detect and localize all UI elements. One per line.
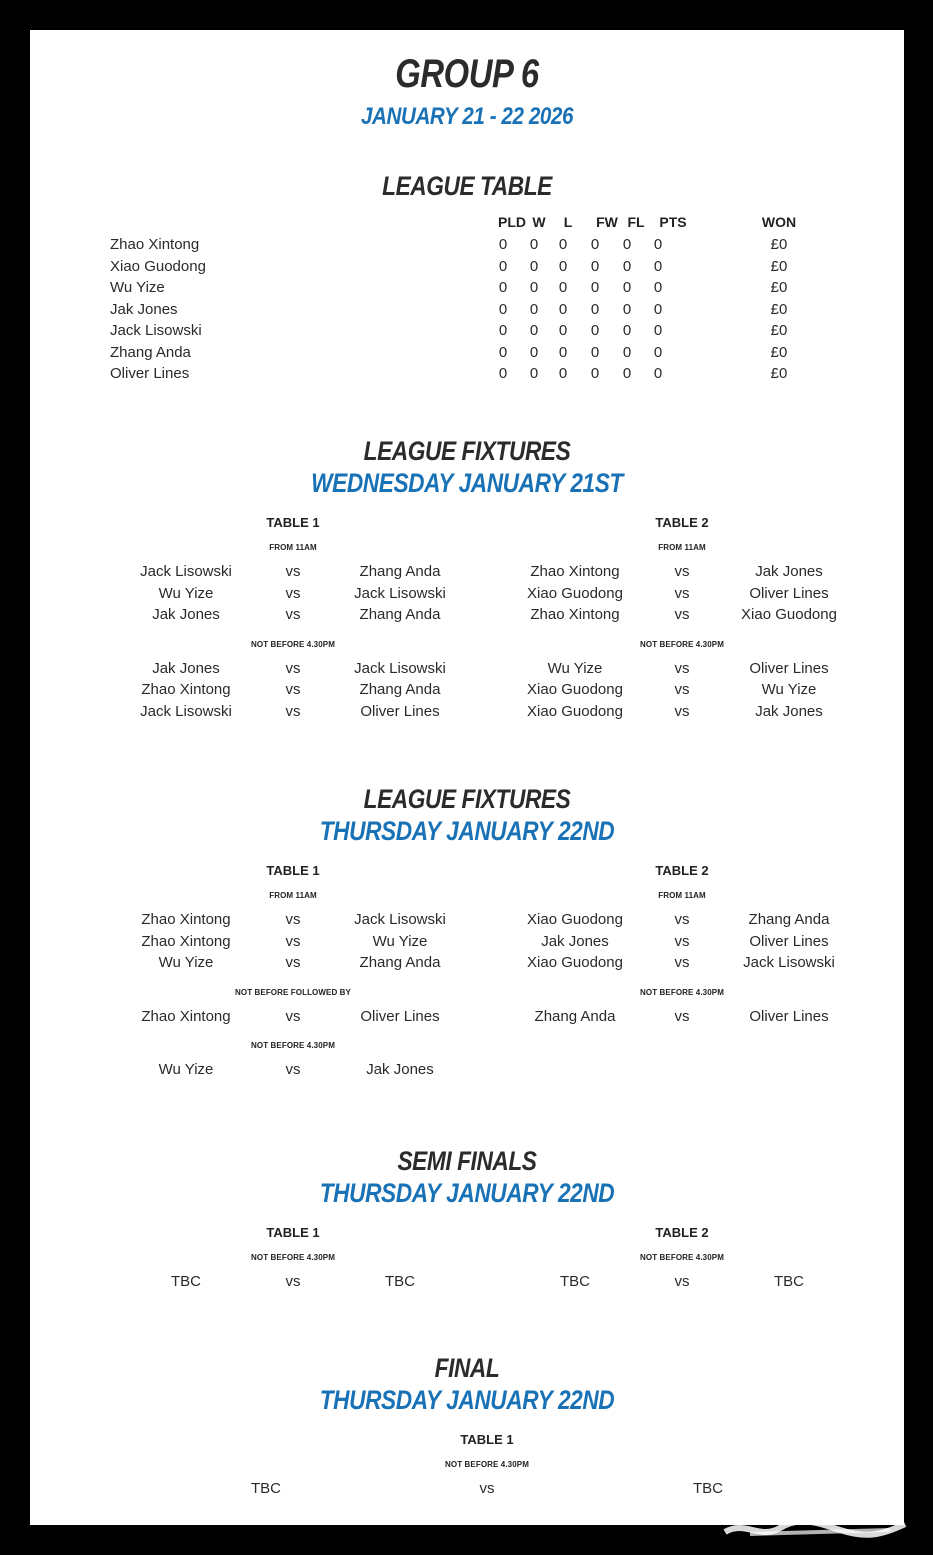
league-row-pld: 0 [498, 300, 508, 318]
player-away: Oliver Lines [360, 1007, 440, 1025]
time-label: NOT BEFORE FOLLOWED BY [235, 987, 351, 997]
league-row-pts: 0 [653, 257, 663, 275]
player-away: Oliver Lines [749, 584, 829, 602]
vs-label: vs [674, 702, 690, 720]
league-row-pld: 0 [498, 236, 508, 253]
league-header-fw: FW [596, 214, 618, 230]
player-home: Zhang Anda [534, 1007, 616, 1025]
event-dates: JANUARY 21 - 22 2026 [360, 103, 574, 130]
league-row-name: Wu Yize [110, 279, 165, 296]
player-home: Xiao Guodong [527, 584, 623, 602]
page-title: GROUP 6 [395, 52, 539, 96]
league-row-w: 0 [529, 300, 539, 318]
league-row-fl: 0 [622, 300, 632, 318]
vs-label: vs [674, 954, 690, 971]
vs-label: vs [674, 606, 690, 623]
section-subtitle: THURSDAY JANUARY 22ND [319, 1178, 615, 1208]
player-home: TBC [560, 1273, 590, 1290]
time-label: NOT BEFORE 4.30PM [640, 987, 724, 997]
time-label: FROM 11AM [269, 543, 317, 552]
league-header-fl: FL [627, 214, 645, 230]
league-row-won: £0 [770, 300, 788, 318]
table-label: TABLE 1 [266, 863, 320, 878]
league-row-name: Zhang Anda [110, 343, 191, 361]
player-home: Zhao Xintong [141, 911, 231, 928]
player-away: Zhang Anda [359, 606, 441, 623]
table-label: TABLE 1 [266, 515, 320, 530]
league-row-won: £0 [770, 322, 788, 339]
player-away: Wu Yize [761, 681, 817, 698]
player-home: Zhao Xintong [141, 1007, 231, 1025]
league-row-pts: 0 [653, 300, 663, 318]
player-home: Wu Yize [158, 1061, 214, 1078]
section-subtitle: WEDNESDAY JANUARY 21ST [311, 468, 623, 498]
league-row-pts: 0 [653, 365, 663, 382]
league-row-pts: 0 [653, 322, 663, 339]
league-row-won: £0 [770, 257, 788, 275]
player-home: Jak Jones [152, 659, 220, 677]
vs-label: vs [285, 584, 301, 602]
player-away: TBC [693, 1480, 723, 1497]
league-row-won: £0 [770, 236, 788, 253]
time-label: NOT BEFORE 4.30PM [251, 1041, 335, 1050]
table-label: TABLE 2 [655, 515, 709, 530]
league-row-l: 0 [558, 300, 568, 318]
league-row-pld: 0 [498, 279, 508, 296]
league-header-won: WON [761, 214, 797, 230]
vs-label: vs [285, 681, 301, 698]
player-home: Zhao Xintong [530, 606, 620, 623]
player-away: Zhang Anda [748, 911, 830, 928]
player-home: TBC [171, 1273, 201, 1290]
player-home: Jack Lisowski [140, 702, 232, 720]
time-label: NOT BEFORE 4.30PM [640, 639, 724, 649]
league-row-fw: 0 [590, 322, 600, 339]
league-row-w: 0 [529, 322, 539, 339]
league-row-w: 0 [529, 279, 539, 296]
league-row-fw: 0 [590, 343, 600, 361]
league-row-l: 0 [558, 322, 568, 339]
player-home: TBC [251, 1480, 281, 1497]
league-header-l: L [563, 214, 573, 230]
league-row-pld: 0 [498, 343, 508, 361]
table-label: TABLE 2 [655, 1225, 709, 1240]
player-away: Jak Jones [366, 1061, 434, 1078]
schedule-sheet [30, 30, 904, 1525]
player-home: Xiao Guodong [527, 681, 623, 698]
player-away: Jack Lisowski [743, 954, 835, 971]
section-subtitle: THURSDAY JANUARY 22ND [319, 1385, 615, 1415]
league-row-fw: 0 [590, 300, 600, 318]
player-home: Zhao Xintong [530, 563, 620, 580]
league-row-pts: 0 [653, 279, 663, 296]
vs-label: vs [674, 563, 690, 580]
player-away: Jak Jones [755, 702, 823, 720]
league-row-pts: 0 [653, 236, 663, 253]
vs-label: vs [674, 932, 690, 950]
league-row-l: 0 [558, 365, 568, 382]
player-away: TBC [774, 1273, 804, 1290]
vs-label: vs [285, 563, 301, 580]
table-label: TABLE 1 [460, 1432, 514, 1447]
league-header-w: W [532, 214, 546, 230]
player-home: Wu Yize [158, 954, 214, 971]
watermark-scribble [720, 1516, 910, 1542]
league-row-l: 0 [558, 236, 568, 253]
time-label: NOT BEFORE 4.30PM [251, 639, 335, 649]
player-away: Jack Lisowski [354, 584, 446, 602]
league-row-fw: 0 [590, 279, 600, 296]
player-home: Xiao Guodong [527, 954, 623, 971]
vs-label: vs [285, 606, 301, 623]
player-away: Oliver Lines [749, 659, 829, 677]
player-home: Zhao Xintong [141, 932, 231, 950]
vs-label: vs [285, 702, 301, 720]
section-subtitle: THURSDAY JANUARY 22ND [319, 816, 615, 846]
player-away: Xiao Guodong [741, 606, 837, 623]
league-row-w: 0 [529, 343, 539, 361]
player-away: TBC [385, 1273, 415, 1290]
player-home: Jak Jones [152, 606, 220, 623]
section-title: FINAL [434, 1353, 500, 1383]
league-row-name: Xiao Guodong [110, 257, 206, 275]
player-away: Zhang Anda [359, 954, 441, 971]
league-row-fw: 0 [590, 257, 600, 275]
table-label: TABLE 2 [655, 863, 709, 878]
league-row-name: Jak Jones [110, 300, 178, 318]
vs-label: vs [285, 659, 301, 677]
player-away: Wu Yize [372, 932, 428, 950]
player-away: Jak Jones [755, 563, 823, 580]
vs-label: vs [479, 1480, 495, 1497]
vs-label: vs [674, 1007, 690, 1025]
player-home: Jack Lisowski [140, 563, 232, 580]
league-row-fl: 0 [622, 236, 632, 253]
vs-label: vs [674, 681, 690, 698]
league-row-pts: 0 [653, 343, 663, 361]
player-home: Wu Yize [158, 584, 214, 602]
time-label: NOT BEFORE 4.30PM [251, 1253, 335, 1262]
player-away: Oliver Lines [360, 702, 440, 720]
league-row-w: 0 [529, 257, 539, 275]
league-row-fw: 0 [590, 236, 600, 253]
player-home: Wu Yize [547, 659, 603, 677]
league-row-fl: 0 [622, 257, 632, 275]
vs-label: vs [674, 1273, 690, 1290]
league-row-name: Jack Lisowski [110, 322, 202, 339]
time-label: FROM 11AM [658, 891, 706, 900]
vs-label: vs [285, 911, 301, 928]
league-row-w: 0 [529, 236, 539, 253]
section-title: LEAGUE FIXTURES [363, 784, 571, 814]
player-away: Zhang Anda [359, 681, 441, 698]
player-away: Jack Lisowski [354, 659, 446, 677]
league-row-pld: 0 [498, 365, 508, 382]
league-row-l: 0 [558, 257, 568, 275]
vs-label: vs [285, 1061, 301, 1078]
player-home: Jak Jones [541, 932, 609, 950]
league-row-won: £0 [770, 279, 788, 296]
league-row-fl: 0 [622, 279, 632, 296]
league-row-name: Zhao Xintong [110, 236, 200, 253]
player-home: Xiao Guodong [527, 702, 623, 720]
vs-label: vs [285, 1007, 301, 1025]
league-row-fl: 0 [622, 365, 632, 382]
section-title: SEMI FINALS [397, 1146, 537, 1176]
league-header-pld: PLD [498, 214, 526, 230]
time-label: NOT BEFORE 4.30PM [445, 1460, 529, 1469]
league-table-title: LEAGUE TABLE [382, 171, 552, 201]
player-away: Oliver Lines [749, 1007, 829, 1025]
league-row-fw: 0 [590, 365, 600, 382]
vs-label: vs [674, 584, 690, 602]
player-away: Zhang Anda [359, 563, 441, 580]
vs-label: vs [285, 1273, 301, 1290]
section-title: LEAGUE FIXTURES [363, 436, 571, 466]
vs-label: vs [674, 911, 690, 928]
time-label: FROM 11AM [269, 891, 317, 900]
league-row-pld: 0 [498, 322, 508, 339]
league-row-l: 0 [558, 279, 568, 296]
player-away: Jack Lisowski [354, 911, 446, 928]
league-row-w: 0 [529, 365, 539, 382]
league-row-fl: 0 [622, 343, 632, 361]
time-label: FROM 11AM [658, 543, 706, 552]
league-row-l: 0 [558, 343, 568, 361]
player-home: Xiao Guodong [527, 911, 623, 928]
table-label: TABLE 1 [266, 1225, 320, 1240]
league-row-pld: 0 [498, 257, 508, 275]
league-row-name: Oliver Lines [110, 365, 190, 382]
league-row-won: £0 [770, 365, 788, 382]
league-row-fl: 0 [622, 322, 632, 339]
vs-label: vs [285, 932, 301, 950]
league-header-pts: PTS [659, 214, 687, 230]
player-home: Zhao Xintong [141, 681, 231, 698]
time-label: NOT BEFORE 4.30PM [640, 1253, 724, 1262]
league-row-won: £0 [770, 343, 788, 361]
vs-label: vs [674, 659, 690, 677]
vs-label: vs [285, 954, 301, 971]
player-away: Oliver Lines [749, 932, 829, 950]
